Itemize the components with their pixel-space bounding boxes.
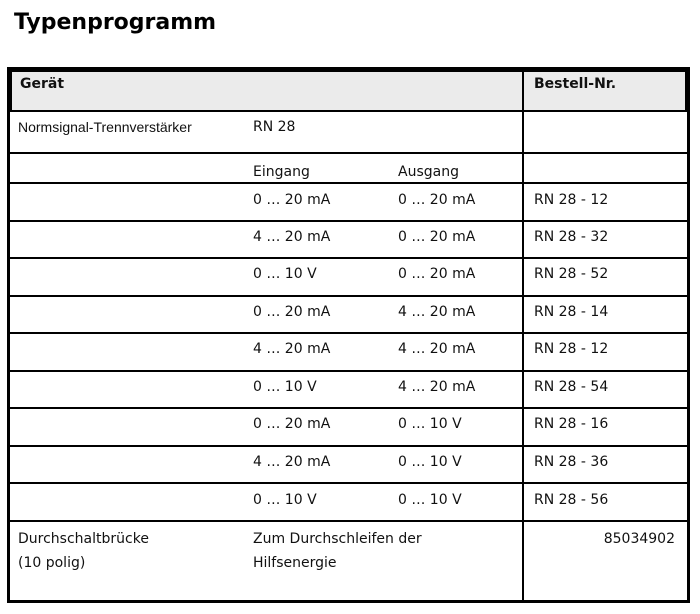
accessory-name: Durchschaltbrücke [18,531,149,547]
header-device-cell [10,70,525,112]
page-title: Typenprogramm [14,10,217,35]
header-order-cell [522,70,687,112]
row-input: 0 … 10 V [253,379,317,395]
type-table [7,67,690,603]
row-order-cell [522,184,687,222]
header-device-label: Gerät [20,76,65,92]
table-row [10,484,524,522]
accessory-order-cell [522,522,687,600]
row-order-cell [522,222,687,259]
table-row [10,184,524,222]
row-output: 0 … 20 mA [398,192,476,208]
row-input: 0 … 10 V [253,492,317,508]
row-input: 0 … 20 mA [253,192,331,208]
header-order-label: Bestell-Nr. [534,76,617,92]
row-output: 4 … 20 mA [398,341,476,357]
row-order-cell [522,334,687,372]
row-order: RN 28 - 12 [534,341,609,357]
row-input: 0 … 20 mA [253,416,331,432]
row-order: RN 28 - 36 [534,454,609,470]
row-order: RN 28 - 52 [534,266,609,282]
row-order-cell [522,447,687,484]
row-output: 0 … 10 V [398,416,462,432]
row-order: RN 28 - 54 [534,379,609,395]
accessory-description-line2: Hilfsenergie [253,555,337,571]
row-order: RN 28 - 14 [534,304,609,320]
table-row [10,409,524,447]
row-order: RN 28 - 12 [534,192,609,208]
accessory-description: Zum Durchschleifen der [253,531,422,547]
table-row [10,259,524,297]
device-row-order [522,112,687,154]
row-input: 0 … 20 mA [253,304,331,320]
table-row [10,372,524,409]
row-order-cell [522,372,687,409]
row-output: 0 … 10 V [398,492,462,508]
device-name: Normsignal-Trennverstärker [18,119,192,135]
subheader-input: Eingang [253,164,310,180]
device-type: RN 28 [253,119,296,135]
row-output: 0 … 20 mA [398,266,476,282]
table-row [10,334,524,372]
row-order-cell [522,484,687,522]
table-row [10,297,524,334]
subheader-output: Ausgang [398,164,459,180]
accessory-name-detail: (10 polig) [18,555,86,571]
row-output: 4 … 20 mA [398,304,476,320]
row-input: 4 … 20 mA [253,341,331,357]
row-order: RN 28 - 32 [534,229,609,245]
subheader-row-order [522,154,687,184]
row-order-cell [522,409,687,447]
table-row [10,447,524,484]
row-input: 4 … 20 mA [253,454,331,470]
subheader-row-left [10,154,524,184]
row-order-cell [522,297,687,334]
table-row [10,222,524,259]
row-output: 0 … 20 mA [398,229,476,245]
row-input: 4 … 20 mA [253,229,331,245]
row-input: 0 … 10 V [253,266,317,282]
row-order-cell [522,259,687,297]
row-order: RN 28 - 56 [534,492,609,508]
row-output: 4 … 20 mA [398,379,476,395]
accessory-row-left [10,522,524,600]
device-row-left [10,112,524,154]
row-order: RN 28 - 16 [534,416,609,432]
row-output: 0 … 10 V [398,454,462,470]
accessory-order: 85034902 [603,531,675,547]
